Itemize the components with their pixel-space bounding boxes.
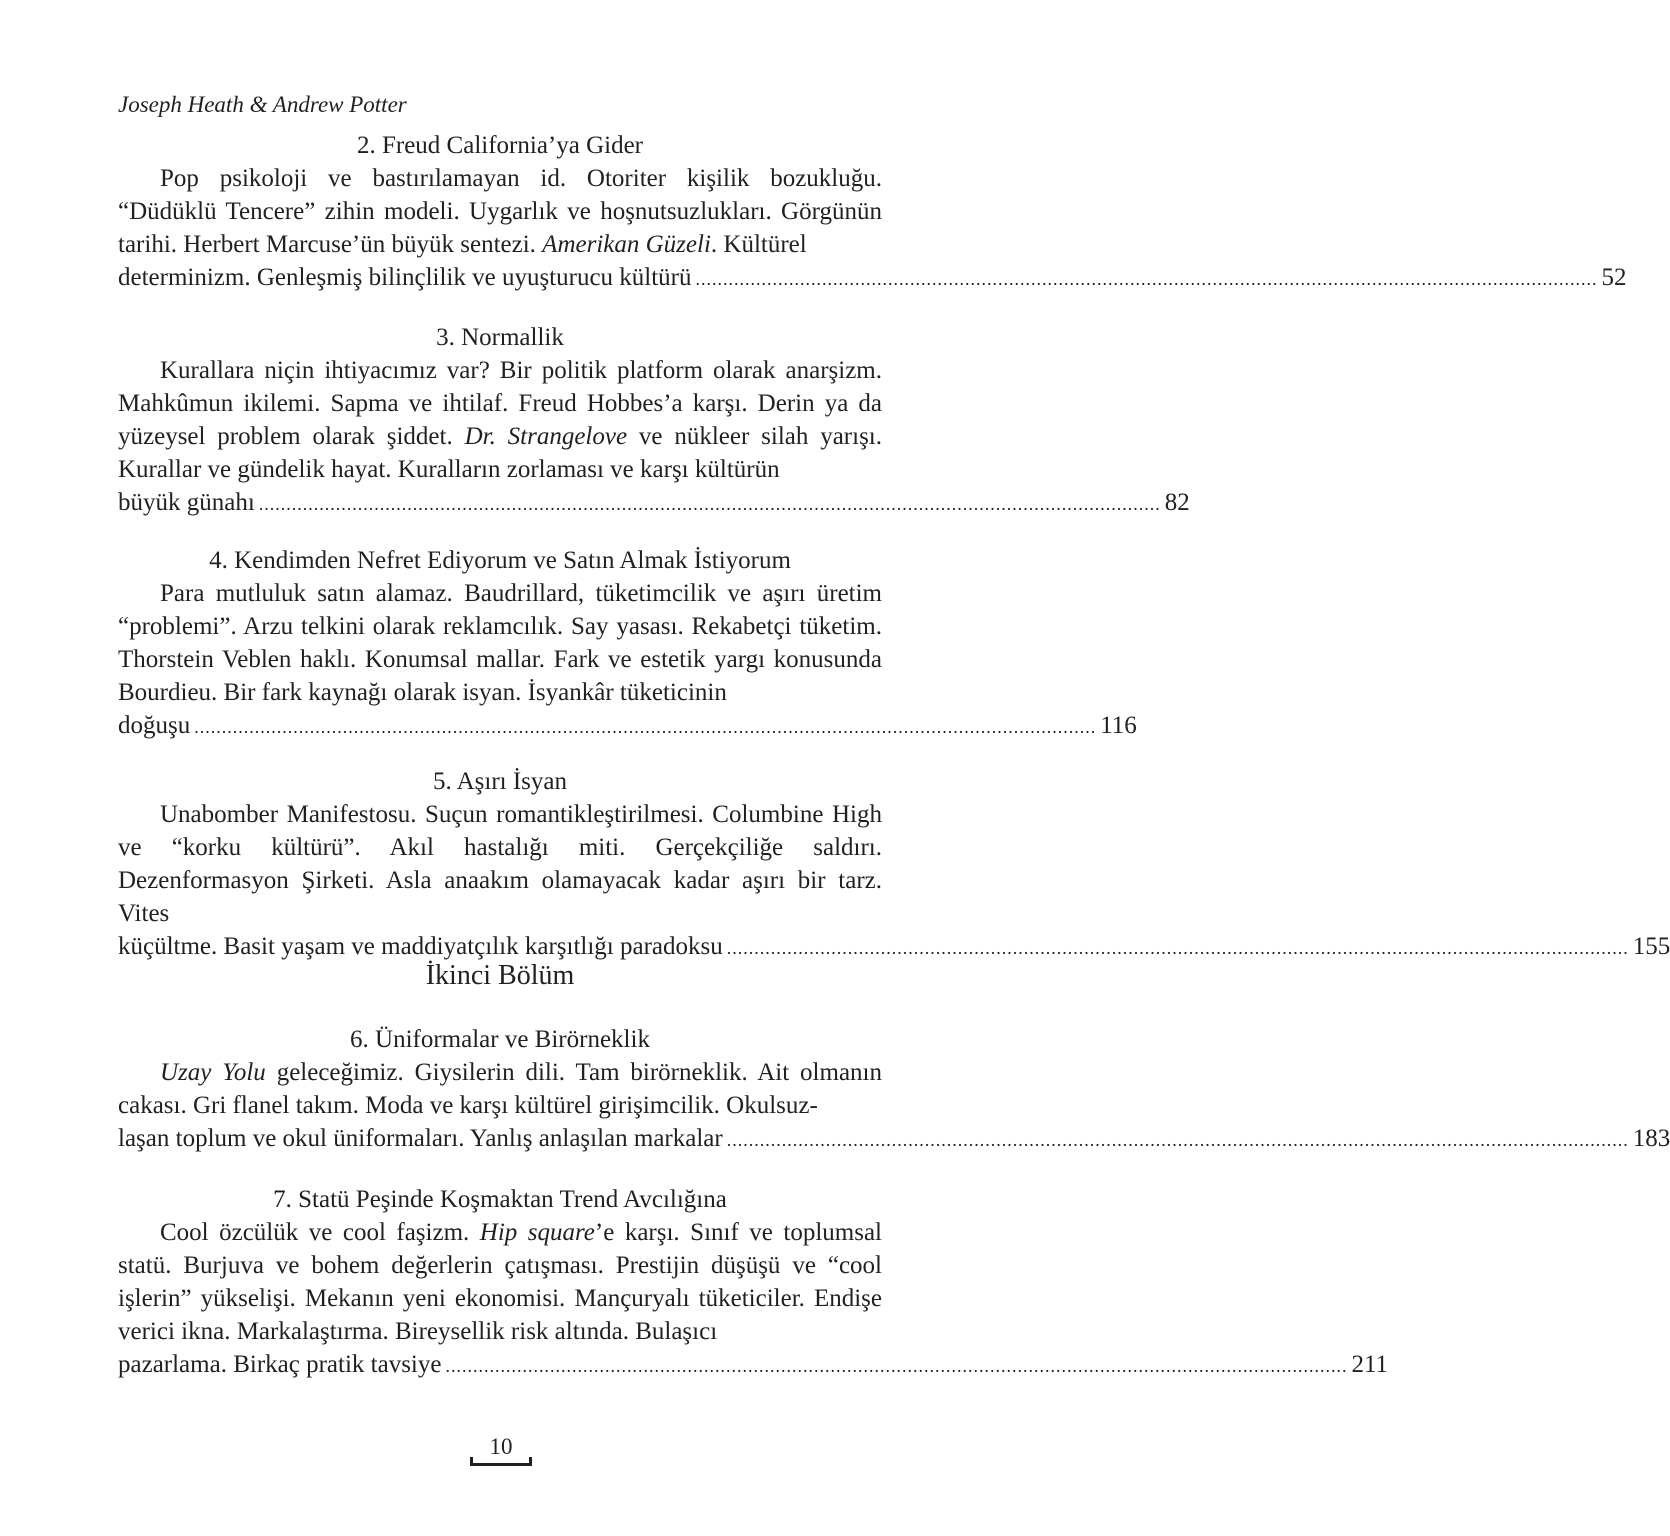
chapter-description [118, 162, 882, 261]
toc-entry-chapter-3 [118, 322, 1190, 521]
toc-entry-chapter-5 [118, 766, 1670, 965]
desc-last-line: doğuşu [118, 712, 191, 739]
toc-line [118, 486, 1190, 521]
desc-last-line: determinizm. Genleşmiş bilinçlilik ve uyuşturucu kültürü [118, 264, 692, 291]
page-ref: 183 [1632, 1125, 1670, 1152]
part-title: İkinci Bölüm [425, 960, 575, 991]
page-number: 10 [470, 1433, 532, 1466]
desc-text: geleceğimiz. Giysilerin dili. Tam birörneklik. Ait olmanın cakası. Gri flanel takım. Moda ve karşı kültürel girişimcilik. Okulsuz- [118, 1059, 882, 1119]
desc-last-line: küçültme. Basit yaşam ve maddiyatçılık karşıtlığı paradoksu [118, 933, 723, 960]
chapter-title: 4. Kendimden Nefret Ediyorum ve Satın Almak İstiyorum [209, 547, 791, 574]
toc-line [118, 261, 1627, 296]
chapter-description [118, 577, 882, 709]
dot-leader: .................................................................................................................................................................... [726, 1130, 1629, 1150]
desc-italic: Amerikan Güzeli [542, 231, 711, 258]
running-header: Joseph Heath & Andrew Potter [118, 92, 407, 117]
dot-leader: .................................................................................................................................................................... [695, 269, 1598, 289]
desc-text: ve nükleer silah yarışı. Kurallar ve gündelik hayat. Kuralların zorlaması ve karşı kültürün [118, 423, 882, 483]
page-ref: 82 [1164, 489, 1190, 516]
dot-leader: .................................................................................................................................................................... [445, 1356, 1348, 1376]
desc-italic: Hip square [479, 1219, 595, 1246]
desc-text: ’e karşı. Sınıf ve toplumsal statü. Burjuva ve bohem değerlerin çatışması. Prestijin düşüşü ve “cool işlerin” yükselişi. Mekanın yeni ekonomisi. Mançuryalı tüketiciler. Endişe verici ikna. Markalaştırma. Bireysellik risk altında. Bulaşıcı [118, 1219, 882, 1345]
page-ref: 116 [1100, 712, 1137, 739]
toc-entry-chapter-4 [118, 545, 1137, 744]
chapter-description [118, 1216, 882, 1348]
chapter-title: 5. Aşırı İsyan [432, 768, 568, 795]
chapter-title: 6. Üniformalar ve Birörneklik [350, 1026, 650, 1053]
chapter-description [118, 354, 882, 486]
page-ref: 211 [1351, 1351, 1389, 1378]
toc-entry-chapter-2 [118, 130, 1627, 296]
desc-text: Cool özcülük ve cool faşizm. [160, 1219, 480, 1246]
desc-last-line: pazarlama. Birkaç pratik tavsiye [118, 1351, 442, 1378]
desc-text: Unabomber Manifestosu. Suçun romantikleştirilmesi. Columbine High ve “korku kültürü”. Akıl hastalığı miti. Gerçekçiliğe saldırı. Dezenformasyon Şirketi. Asla anaakım olamayacak kadar aşırı bir tarz. Vites [118, 801, 882, 927]
desc-text: Kurallara niçin ihtiyacımız var? Bir politik platform olarak anarşizm. Mahkûmun ikilemi. Sapma ve ihtilaf. Freud Hobbes’a karşı. Derin ya da yüzeysel problem olarak şiddet. [118, 357, 882, 450]
chapter-title: 2. Freud California’ya Gider [356, 132, 644, 159]
toc-entry-chapter-7 [118, 1184, 1389, 1383]
desc-text: . Kültürel [710, 231, 807, 258]
desc-italic: Dr. Strangelove [464, 423, 628, 450]
chapter-description [118, 798, 882, 930]
desc-last-line: laşan toplum ve okul üniformaları. Yanlış anlaşılan markalar [118, 1125, 723, 1152]
page-ref: 155 [1632, 933, 1670, 960]
toc-line [118, 1348, 1389, 1383]
chapter-title: 7. Statü Peşinde Koşmaktan Trend Avcılığına [273, 1186, 727, 1213]
desc-last-line: büyük günahı [118, 489, 255, 516]
desc-text: Pop psikoloji ve bastırılamayan id. Otoriter kişilik bozukluğu. “Düdüklü Tencere” zihin modeli. Uygarlık ve hoşnutsuzlukları. Görgünün tarihi. Herbert Marcuse’ün büyük sentezi. [118, 165, 882, 258]
dot-leader: .................................................................................................................................................................... [194, 717, 1097, 737]
desc-italic: Uzay Yolu [160, 1059, 266, 1086]
toc-entry-chapter-6 [118, 1024, 1670, 1157]
chapter-title: 3. Normallik [436, 324, 564, 351]
chapter-description [118, 1056, 882, 1122]
toc-line [118, 709, 1137, 744]
toc-line [118, 1122, 1670, 1157]
dot-leader: .................................................................................................................................................................... [258, 494, 1161, 514]
page-ref: 52 [1601, 264, 1627, 291]
desc-text: Para mutluluk satın alamaz. Baudrillard, tüketimcilik ve aşırı üretim “problemi”. Arzu telkini olarak reklamcılık. Say yasası. Rekabetçi tüketim. Thorstein Veblen haklı. Konumsal mallar. Fark ve estetik yargı konusunda Bourdieu. Bir fark kaynağı olarak isyan. İsyankâr tüketicinin [118, 580, 882, 706]
dot-leader: .................................................................................................................................................................... [726, 938, 1629, 958]
